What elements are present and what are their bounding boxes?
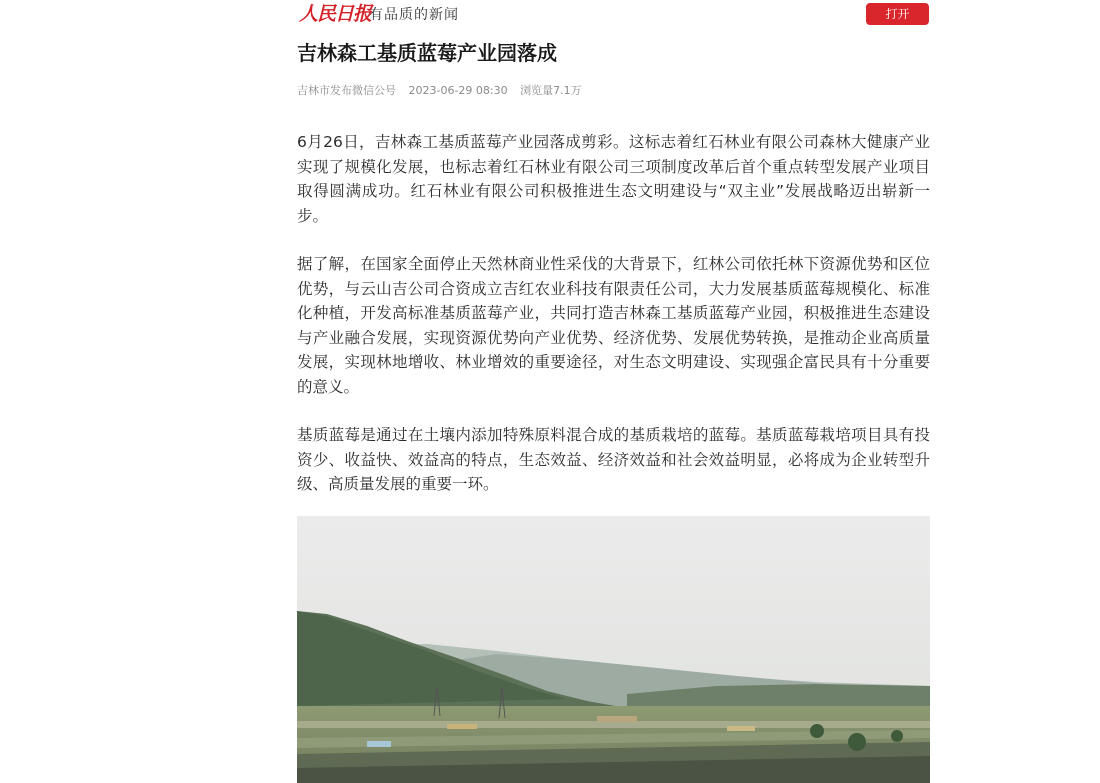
page-container xyxy=(297,0,930,493)
article-body xyxy=(297,130,930,521)
article-meta xyxy=(297,83,591,99)
open-app-button[interactable]: 打开 xyxy=(866,3,929,25)
article-paragraph: 6月26日，吉林森工基质蓝莓产业园落成剪彩。这标志着红石林业有限公司森林大健康产业实现了规模化发展，也标志着红石林业有限公司三项制度改革后首个重点转型发展产业项目取得圆满成功。红石林业有限公司积极推进生态文明建设与“双主业”发展战略迈出崭新一步。 xyxy=(297,133,930,225)
article-datetime: 2023-06-29 08:30 xyxy=(408,84,508,97)
article-paragraph: 据了解，在国家全面停止天然林商业性采伐的大背景下，红林公司依托林下资源优势和区位优势，与云山吉公司合资成立吉红农业科技有限责任公司，大力发展基质蓝莓规模化、标准化种植，开发高标准基质蓝莓产业，共同打造吉林森工基质蓝莓产业园，积极推进生态建设与产业融合发展，实现资源优势向产业优势、经济优势、发展优势转换，是推动企业高质量发展，实现林地增收、林业增效的重要途径，对生态文明建设、实现强企富民具有十分重要的意义。 xyxy=(297,255,930,396)
slogan: 有品质的新闻 xyxy=(369,7,459,23)
landscape-photo xyxy=(297,516,930,783)
top-bar xyxy=(297,0,930,30)
article-views: 浏览量7.1万 xyxy=(520,84,582,97)
article-title: 吉林森工基质蓝莓产业园落成 xyxy=(297,41,557,65)
article-paragraph: 基质蓝莓是通过在土壤内添加特殊原料混合成的基质栽培的蓝莓。基质蓝莓栽培项目具有投资少、收益快、效益高的特点，生态效益、经济效益和社会效益明显，必将成为企业转型升级、高质量发展的重要一环。 xyxy=(297,426,930,493)
article-photo xyxy=(297,516,930,783)
logo: 人民日报 xyxy=(299,3,372,25)
article-source: 吉林市发布微信公号 xyxy=(297,84,396,97)
